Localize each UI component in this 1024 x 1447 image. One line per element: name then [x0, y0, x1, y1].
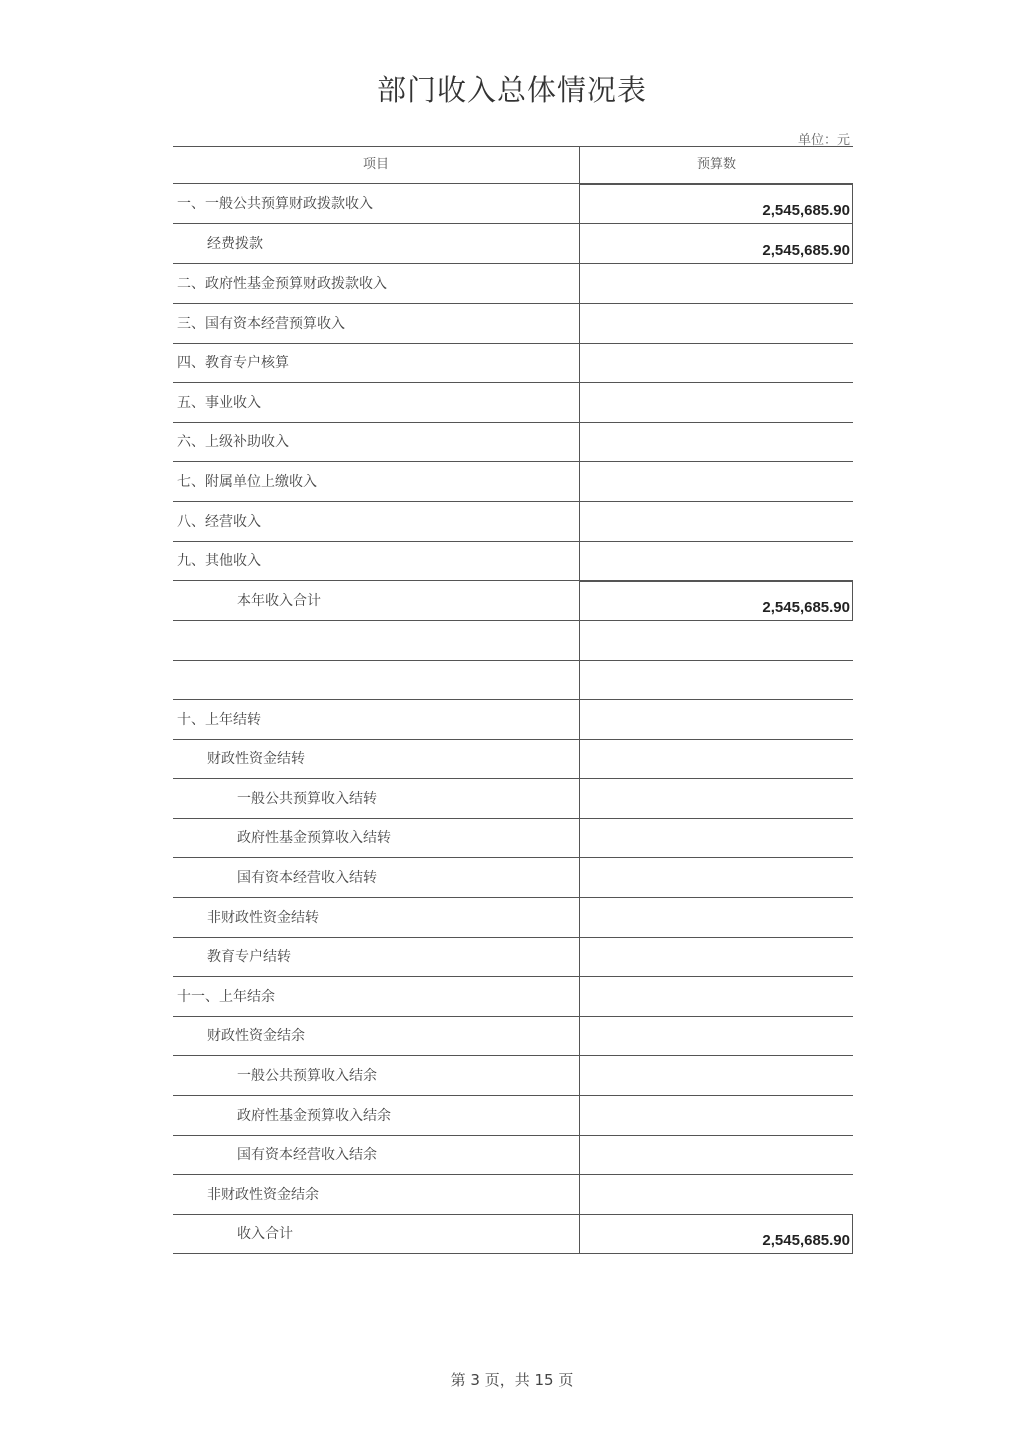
row-value [580, 898, 853, 938]
table-row [173, 1175, 853, 1215]
row-label: 一般公共预算收入结余 [173, 1056, 580, 1096]
table-row [173, 700, 853, 740]
row-value [580, 1096, 853, 1136]
table-row [173, 264, 853, 304]
row-label: 收入合计 [173, 1214, 580, 1254]
row-value [580, 1016, 853, 1056]
row-label: 非财政性资金结余 [173, 1175, 580, 1215]
row-label: 七、附属单位上缴收入 [173, 462, 580, 502]
table-row [173, 1135, 853, 1175]
table-row [173, 858, 853, 898]
row-label: 十一、上年结余 [173, 977, 580, 1017]
row-value [580, 739, 853, 779]
row-value [580, 502, 853, 542]
row-value [580, 779, 853, 819]
row-value [580, 858, 853, 898]
row-value [580, 343, 853, 383]
table-row [173, 224, 853, 264]
table-row [173, 739, 853, 779]
row-label: 本年收入合计 [173, 581, 580, 621]
table-row [173, 502, 853, 542]
row-label [173, 660, 580, 700]
row-label: 四、教育专户核算 [173, 343, 580, 383]
table-row [173, 184, 853, 224]
table-row [173, 343, 853, 383]
row-value [580, 660, 853, 700]
table-row [173, 383, 853, 423]
table-row [173, 1214, 853, 1254]
page-footer: 第 3 页，共 15 页 [450, 1371, 574, 1389]
row-value [580, 304, 853, 344]
table-row [173, 898, 853, 938]
row-label: 十、上年结转 [173, 700, 580, 740]
row-value [580, 422, 853, 462]
table-row [173, 621, 853, 661]
row-value: 2,545,685.90 [580, 224, 853, 264]
row-value [580, 264, 853, 304]
row-value [580, 1056, 853, 1096]
table-row [173, 1016, 853, 1056]
row-label: 三、国有资本经营预算收入 [173, 304, 580, 344]
row-label: 政府性基金预算收入结余 [173, 1096, 580, 1136]
header-item: 项目 [173, 146, 580, 184]
row-label: 一、一般公共预算财政拨款收入 [173, 184, 580, 224]
row-value: 2,545,685.90 [580, 184, 853, 224]
row-label: 五、事业收入 [173, 383, 580, 423]
table-row [173, 541, 853, 581]
row-label: 教育专户结转 [173, 937, 580, 977]
table-row [173, 1056, 853, 1096]
row-value [580, 1135, 853, 1175]
row-label: 八、经营收入 [173, 502, 580, 542]
row-value [580, 462, 853, 502]
row-label: 国有资本经营收入结转 [173, 858, 580, 898]
row-label: 二、政府性基金预算财政拨款收入 [173, 264, 580, 304]
header-budget: 预算数 [696, 157, 736, 172]
row-label: 一般公共预算收入结转 [173, 779, 580, 819]
row-value [580, 1175, 853, 1215]
row-label: 政府性基金预算收入结转 [173, 818, 580, 858]
table-row [173, 1096, 853, 1136]
row-value [580, 541, 853, 581]
row-value: 2,545,685.90 [580, 1214, 853, 1254]
row-value [580, 818, 853, 858]
row-value [580, 383, 853, 423]
table-row [173, 818, 853, 858]
income-table [173, 146, 853, 1256]
page-title: 部门收入总体情况表 [376, 73, 647, 107]
table-row [173, 779, 853, 819]
row-value: 2,545,685.90 [580, 581, 853, 621]
row-value [580, 937, 853, 977]
row-label: 国有资本经营收入结余 [173, 1135, 580, 1175]
table-row [173, 304, 853, 344]
row-label: 财政性资金结转 [173, 739, 580, 779]
row-label: 非财政性资金结转 [173, 898, 580, 938]
row-label: 经费拨款 [173, 224, 580, 264]
table-header-row [173, 146, 853, 184]
row-label: 财政性资金结余 [173, 1016, 580, 1056]
row-value [580, 621, 853, 661]
row-value [580, 700, 853, 740]
table-row [173, 422, 853, 462]
table-row [173, 937, 853, 977]
unit-label: 单位：元 [797, 133, 850, 148]
row-label: 九、其他收入 [173, 541, 580, 581]
table-row [173, 660, 853, 700]
row-value [580, 977, 853, 1017]
row-label: 六、上级补助收入 [173, 422, 580, 462]
row-label [173, 621, 580, 661]
table-row [173, 977, 853, 1017]
table-row [173, 462, 853, 502]
table-row [173, 581, 853, 621]
